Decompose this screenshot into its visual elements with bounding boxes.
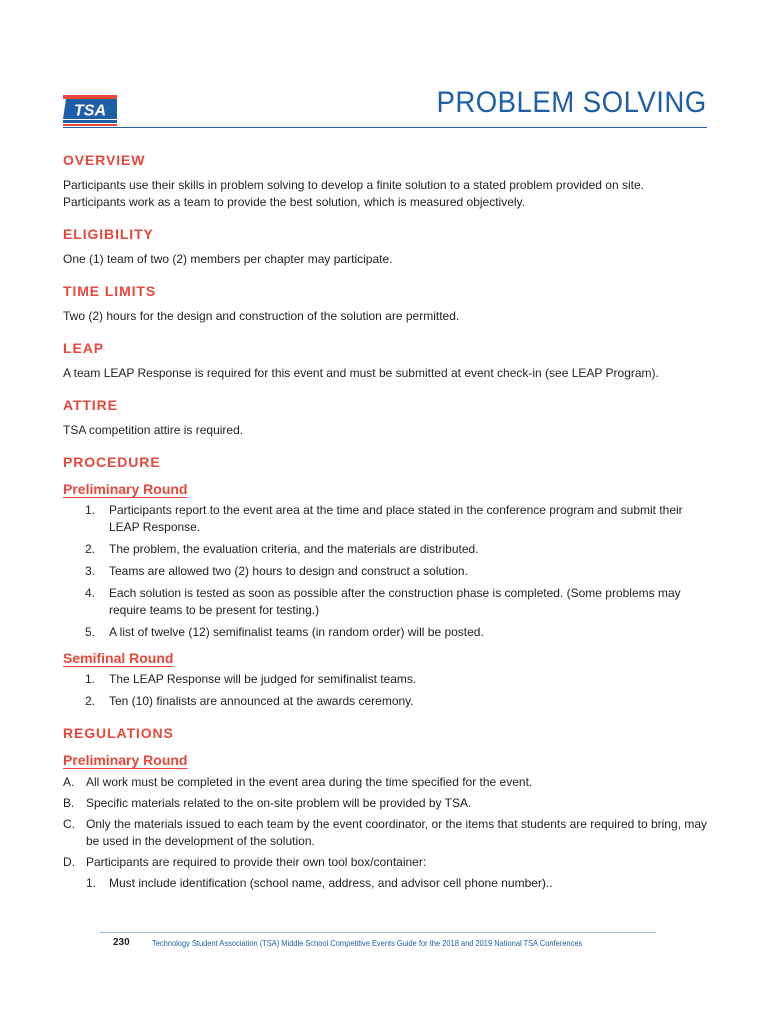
list-item — [63, 624, 707, 641]
list-item — [63, 795, 707, 812]
attire-section — [63, 397, 707, 439]
list-marker: 1. — [85, 503, 96, 517]
leap-section — [63, 340, 707, 382]
list-marker: 2. — [85, 694, 96, 708]
list-marker: 1. — [86, 876, 97, 890]
attire-heading: ATTIRE — [63, 397, 118, 413]
list-item — [63, 585, 707, 619]
attire-text: TSA competition attire is required. — [63, 423, 244, 437]
list-item — [63, 816, 707, 850]
time-limits-text: Two (2) hours for the design and construction of the solution are permitted. — [63, 309, 460, 323]
list-item-text: Teams are allowed two (2) hours to design and construct a solution. — [109, 564, 468, 578]
procedure-semifinal-list — [63, 671, 707, 710]
procedure-semifinal-heading: Semifinal Round — [63, 650, 174, 666]
list-marker: 4. — [85, 586, 96, 600]
list-item-text: Ten (10) finalists are announced at the awards ceremony. — [109, 694, 414, 708]
list-item — [63, 563, 707, 580]
overview-heading: OVERVIEW — [63, 152, 146, 168]
title-divider — [63, 127, 707, 128]
list-marker: C. — [63, 817, 75, 831]
list-item — [63, 671, 707, 688]
list-item-text: The problem, the evaluation criteria, and the materials are distributed. — [109, 542, 479, 556]
footer-text: Technology Student Association (TSA) Middle School Competitive Events Guide for the 2018 and 2019 National TSA Conferences — [152, 938, 583, 948]
leap-text: A team LEAP Response is required for this event and must be submitted at event check-in (see LEAP Program). — [63, 366, 659, 380]
page-number: 230 — [113, 937, 130, 948]
procedure-preliminary-heading: Preliminary Round — [63, 481, 188, 497]
page-title: PROBLEM SOLVING — [436, 86, 707, 119]
list-item-text: A list of twelve (12) semifinalist teams (in random order) will be posted. — [109, 625, 484, 639]
document-body — [63, 152, 707, 892]
overview-text: Participants use their skills in problem solving to develop a finite solution to a stated problem provided on site. Participants work as a team to provide the best solution, which is measured objectively. — [63, 178, 644, 209]
eligibility-heading: ELIGIBILITY — [63, 226, 154, 242]
time-limits-heading: TIME LIMITS — [63, 283, 157, 299]
procedure-section — [63, 454, 707, 710]
list-marker: 2. — [85, 542, 96, 556]
eligibility-section — [63, 226, 707, 268]
list-marker: A. — [63, 775, 75, 789]
tsa-logo — [63, 95, 117, 127]
regulations-sub-list — [86, 875, 707, 892]
regulations-section — [63, 725, 707, 892]
list-item — [86, 875, 707, 892]
list-item — [63, 854, 707, 892]
list-item — [63, 541, 707, 558]
regulations-preliminary-list — [63, 774, 707, 892]
regulations-preliminary-heading: Preliminary Round — [63, 752, 188, 768]
leap-heading: LEAP — [63, 340, 104, 356]
list-marker: 1. — [85, 672, 96, 686]
list-marker: B. — [63, 796, 75, 810]
regulations-heading: REGULATIONS — [63, 725, 174, 741]
footer-divider — [100, 932, 656, 933]
list-item-text: Participants report to the event area at the time and place stated in the conference program and submit their LEAP Response. — [109, 503, 683, 534]
list-item-text: All work must be completed in the event area during the time specified for the event. — [86, 775, 533, 789]
logo-text: TSA — [74, 102, 106, 120]
list-item-text: Must include identification (school name, address, and advisor cell phone number).. — [109, 876, 553, 890]
list-item-text: Only the materials issued to each team by the event coordinator, or the items that students are required to bring, may be used in the development of the solution. — [86, 817, 707, 848]
list-item-text: Specific materials related to the on-site problem will be provided by TSA. — [86, 796, 472, 810]
procedure-preliminary-list — [63, 502, 707, 641]
list-item-text: The LEAP Response will be judged for semifinalist teams. — [109, 672, 417, 686]
list-marker: 3. — [85, 564, 96, 578]
list-marker: 5. — [85, 625, 96, 639]
overview-section — [63, 152, 707, 211]
time-limits-section — [63, 283, 707, 325]
list-item — [63, 502, 707, 536]
list-item — [63, 693, 707, 710]
list-item-text: Each solution is tested as soon as possible after the construction phase is completed. (Some problems may require teams to be present for testing.) — [109, 586, 681, 617]
list-item — [63, 774, 707, 791]
list-item-text: Participants are required to provide their own tool box/container: — [86, 855, 427, 869]
procedure-heading: PROCEDURE — [63, 454, 161, 470]
list-marker: D. — [63, 855, 75, 869]
eligibility-text: One (1) team of two (2) members per chapter may participate. — [63, 252, 393, 266]
